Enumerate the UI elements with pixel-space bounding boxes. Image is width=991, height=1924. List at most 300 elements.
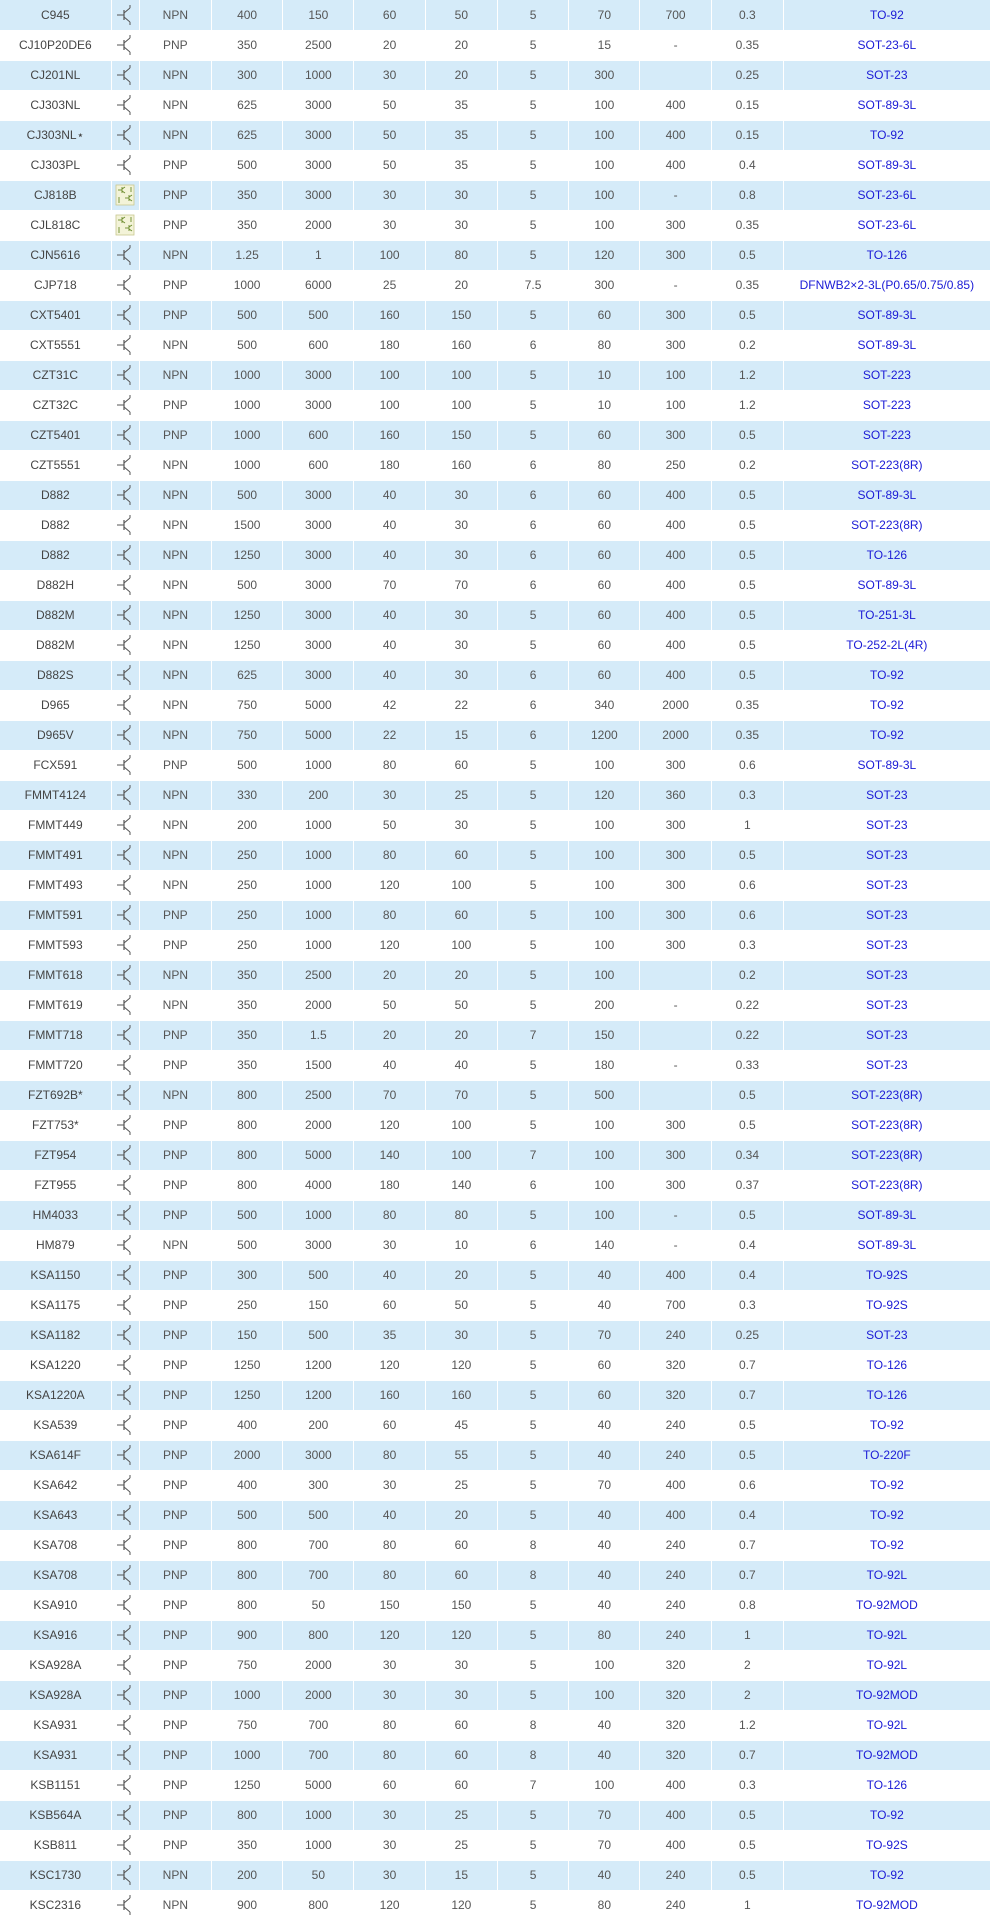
transistor-symbol-icon [115,364,135,386]
package-link[interactable]: TO-92MOD [855,1598,918,1612]
table-row [0,180,991,210]
polarity-cell: NPN [139,0,211,30]
vcbo-cell: 80 [354,840,426,870]
power-cell: 350 [211,1830,283,1860]
hfe-min-cell: 100 [569,1110,640,1140]
polarity-cell: PNP [139,1290,211,1320]
collector-current-cell: 500 [283,1320,354,1350]
transistor-symbol-icon [115,904,135,926]
package-link[interactable]: SOT-223(8R) [851,458,923,472]
hfe-max-cell: 400 [640,600,712,630]
vceo-cell: 35 [425,150,497,180]
symbol-cell [111,1710,139,1740]
hfe-min-cell: 40 [569,1560,640,1590]
vceo-cell: 80 [425,1200,497,1230]
collector-current-cell: 1000 [283,840,354,870]
vcbo-cell: 40 [354,1260,426,1290]
vcbo-cell: 60 [354,1410,426,1440]
vce-sat-cell: 0.7 [711,1560,783,1590]
part-number-cell: KSA708 [0,1560,111,1590]
polarity-cell: PNP [139,1740,211,1770]
part-number-cell: CXT5551 [0,330,111,360]
vebo-cell: 5 [497,90,569,120]
package-link[interactable]: TO-92 [869,1478,904,1492]
collector-current-cell: 2000 [283,1650,354,1680]
table-row [0,240,991,270]
package-link[interactable]: TO-92 [869,1538,904,1552]
package-link[interactable]: TO-92S [865,1268,908,1282]
table-row [0,1380,991,1410]
vceo-cell: 60 [425,1740,497,1770]
hfe-min-cell: 60 [569,1350,640,1380]
hfe-max-cell: 240 [640,1440,712,1470]
vebo-cell: 5 [497,1320,569,1350]
transistor-symbol-icon [115,694,135,716]
package-link[interactable]: TO-126 [866,1778,908,1792]
vebo-cell: 5 [497,1500,569,1530]
polarity-cell: NPN [139,960,211,990]
package-link[interactable]: SOT-223(8R) [851,1118,923,1132]
collector-current-cell: 700 [283,1530,354,1560]
vce-sat-cell: 0.35 [711,30,783,60]
vebo-cell: 8 [497,1710,569,1740]
package-cell [783,1080,990,1110]
vce-sat-cell: 0.5 [711,660,783,690]
package-link[interactable]: TO-92S [865,1298,908,1312]
vceo-cell: 160 [425,1380,497,1410]
symbol-cell [111,1740,139,1770]
power-cell: 625 [211,90,283,120]
package-cell [783,1770,990,1800]
vcbo-cell: 120 [354,1890,426,1920]
package-link[interactable]: TO-92MOD [855,1898,918,1912]
collector-current-cell: 5000 [283,720,354,750]
hfe-max-cell: 240 [640,1620,712,1650]
collector-current-cell: 600 [283,450,354,480]
package-link[interactable]: SOT-89-3L [857,578,917,592]
part-number-cell: HM4033 [0,1200,111,1230]
package-link[interactable]: TO-92L [866,1718,908,1732]
vcbo-cell: 50 [354,90,426,120]
hfe-max-cell: 320 [640,1650,712,1680]
hfe-min-cell: 60 [569,600,640,630]
package-cell [783,420,990,450]
vebo-cell: 6 [497,1230,569,1260]
symbol-cell [111,330,139,360]
package-link[interactable]: SOT-23-6L [857,188,917,202]
package-link[interactable]: TO-92 [869,698,904,712]
hfe-min-cell: 10 [569,390,640,420]
package-link[interactable]: TO-252-2L(4R) [846,638,928,652]
vceo-cell: 100 [425,1140,497,1170]
vcbo-cell: 80 [354,1560,426,1590]
package-link[interactable]: TO-92 [869,728,904,742]
hfe-max-cell: 300 [640,240,712,270]
vce-sat-cell: 0.8 [711,1590,783,1620]
package-link[interactable]: TO-92S [865,1838,908,1852]
table-row [0,840,991,870]
polarity-cell: NPN [139,780,211,810]
symbol-cell [111,1200,139,1230]
vcbo-cell: 25 [354,270,426,300]
symbol-cell [111,1530,139,1560]
vebo-cell: 5 [497,180,569,210]
transistor-symbol-icon [115,1864,135,1886]
collector-current-cell: 2500 [283,30,354,60]
collector-current-cell: 3000 [283,510,354,540]
transistor-symbol-icon [115,34,135,56]
package-link[interactable]: TO-220F [862,1448,911,1462]
hfe-max-cell: 300 [640,300,712,330]
transistor-symbol-icon [115,1654,135,1676]
hfe-min-cell: 40 [569,1260,640,1290]
polarity-cell: PNP [139,1350,211,1380]
vce-sat-cell: 0.5 [711,1410,783,1440]
table-row [0,660,991,690]
collector-current-cell: 1000 [283,900,354,930]
package-link[interactable]: TO-126 [866,1388,908,1402]
power-cell: 750 [211,1710,283,1740]
part-number-cell: CZT5401 [0,420,111,450]
vebo-cell: 8 [497,1560,569,1590]
vcbo-cell: 60 [354,0,426,30]
table-row [0,960,991,990]
package-link[interactable]: SOT-223 [862,398,911,412]
vceo-cell: 120 [425,1890,497,1920]
vcbo-cell: 100 [354,240,426,270]
transistor-symbol-icon [115,1594,135,1616]
hfe-min-cell: 60 [569,480,640,510]
package-link[interactable]: SOT-23 [866,788,908,802]
symbol-cell [111,180,139,210]
power-cell: 1250 [211,600,283,630]
vceo-cell: 60 [425,1770,497,1800]
vebo-cell: 5 [497,900,569,930]
vebo-cell: 6 [497,1170,569,1200]
power-cell: 1.25 [211,240,283,270]
vce-sat-cell: 0.5 [711,840,783,870]
polarity-cell: NPN [139,870,211,900]
table-row [0,120,991,150]
vce-sat-cell: 0.4 [711,1500,783,1530]
package-link[interactable]: SOT-89-3L [857,98,917,112]
package-link[interactable]: SOT-23 [866,938,908,952]
table-row [0,1680,991,1710]
package-link[interactable]: SOT-223 [862,368,911,382]
package-cell [783,1380,990,1410]
power-cell: 350 [211,1020,283,1050]
package-link[interactable]: SOT-89-3L [857,488,917,502]
polarity-cell: NPN [139,630,211,660]
hfe-max-cell: - [640,270,712,300]
vcbo-cell: 120 [354,1620,426,1650]
vceo-cell: 55 [425,1440,497,1470]
power-cell: 250 [211,1290,283,1320]
power-cell: 1500 [211,510,283,540]
table-row [0,570,991,600]
vebo-cell: 6 [497,540,569,570]
vcbo-cell: 40 [354,660,426,690]
symbol-cell [111,1020,139,1050]
transistor-symbol-icon [115,424,135,446]
vce-sat-cell: 0.5 [711,1110,783,1140]
vce-sat-cell: 1.2 [711,360,783,390]
polarity-cell: PNP [139,930,211,960]
package-link[interactable]: SOT-223(8R) [851,1148,923,1162]
table-row [0,1500,991,1530]
vceo-cell: 25 [425,780,497,810]
package-link[interactable]: SOT-23 [866,908,908,922]
collector-current-cell: 3000 [283,600,354,630]
power-cell: 1000 [211,270,283,300]
hfe-max-cell [640,960,712,990]
polarity-cell: NPN [139,360,211,390]
transistor-symbol-icon [115,724,135,746]
power-cell: 750 [211,690,283,720]
symbol-cell [111,1890,139,1920]
vceo-cell: 30 [425,180,497,210]
hfe-max-cell: 320 [640,1710,712,1740]
package-link[interactable]: SOT-23 [866,818,908,832]
package-link[interactable]: SOT-89-3L [857,1238,917,1252]
package-link[interactable]: TO-92 [869,7,904,22]
part-number-cell: KSA1150 [0,1260,111,1290]
package-link[interactable]: SOT-23-6L [857,38,917,52]
power-cell: 500 [211,1230,283,1260]
collector-current-cell: 3000 [283,570,354,600]
vcbo-cell: 35 [354,1320,426,1350]
hfe-min-cell: 100 [569,150,640,180]
collector-current-cell: 800 [283,1620,354,1650]
power-cell: 350 [211,960,283,990]
package-cell [783,1350,990,1380]
hfe-max-cell: 2000 [640,720,712,750]
package-link[interactable]: TO-251-3L [857,608,916,622]
package-cell [783,1020,990,1050]
package-cell [783,1500,990,1530]
collector-current-cell: 2000 [283,990,354,1020]
package-link[interactable]: SOT-89-3L [857,758,917,772]
package-link[interactable]: TO-126 [866,1358,908,1372]
transistor-symbol-icon [115,1774,135,1796]
vcbo-cell: 100 [354,390,426,420]
collector-current-cell: 50 [283,1590,354,1620]
part-number-cell: KSB811 [0,1830,111,1860]
table-row [0,1710,991,1740]
package-link[interactable]: SOT-23 [866,848,908,862]
collector-current-cell: 2000 [283,210,354,240]
vebo-cell: 5 [497,1260,569,1290]
table-row [0,540,991,570]
symbol-cell [111,810,139,840]
package-link[interactable]: TO-92MOD [855,1748,918,1762]
dual-transistor-symbol-icon [115,184,135,206]
symbol-cell [111,540,139,570]
vce-sat-cell: 1.2 [711,390,783,420]
hfe-min-cell: 70 [569,1320,640,1350]
polarity-cell: NPN [139,660,211,690]
collector-current-cell: 1000 [283,870,354,900]
vcbo-cell: 40 [354,540,426,570]
collector-current-cell: 2000 [283,1680,354,1710]
package-link[interactable]: TO-92L [866,1628,908,1642]
symbol-cell [111,1290,139,1320]
power-cell: 1000 [211,1740,283,1770]
vcbo-cell: 30 [354,1650,426,1680]
part-number-cell: CJN5616 [0,240,111,270]
power-cell: 500 [211,480,283,510]
vceo-cell: 20 [425,1500,497,1530]
vceo-cell: 25 [425,1800,497,1830]
package-link[interactable]: SOT-23 [866,998,908,1012]
package-cell [783,570,990,600]
polarity-cell: PNP [139,750,211,780]
vebo-cell: 5 [497,120,569,150]
vcbo-cell: 180 [354,330,426,360]
polarity-cell: PNP [139,1380,211,1410]
hfe-max-cell: 240 [640,1410,712,1440]
package-link[interactable]: TO-126 [866,548,908,562]
symbol-cell [111,1320,139,1350]
package-cell [783,1230,990,1260]
package-link[interactable]: TO-92 [869,1868,904,1882]
polarity-cell: PNP [139,1170,211,1200]
table-row [0,900,991,930]
vcbo-cell: 20 [354,960,426,990]
hfe-max-cell: 400 [640,480,712,510]
power-cell: 800 [211,1560,283,1590]
package-link[interactable]: SOT-23 [866,1328,908,1342]
vceo-cell: 30 [425,660,497,690]
vceo-cell: 150 [425,420,497,450]
part-number-cell: KSA614F [0,1440,111,1470]
transistor-symbol-icon [115,1474,135,1496]
package-cell [783,480,990,510]
vebo-cell: 8 [497,1740,569,1770]
package-link[interactable]: SOT-23 [866,68,908,82]
transistor-symbol-icon [115,1204,135,1226]
table-row [0,0,991,30]
package-link[interactable]: TO-92L [866,1568,908,1582]
power-cell: 1250 [211,1770,283,1800]
part-number-cell: D882M [0,600,111,630]
vebo-cell: 5 [497,780,569,810]
part-number-cell: CJ10P20DE6 [0,30,111,60]
vebo-cell: 5 [497,60,569,90]
transistor-symbol-icon [115,1834,135,1856]
package-link[interactable]: TO-92 [869,128,904,142]
symbol-cell [111,1230,139,1260]
package-link[interactable]: SOT-223(8R) [851,518,923,532]
package-link[interactable]: SOT-223(8R) [851,1088,923,1102]
package-link[interactable]: SOT-223(8R) [851,1178,923,1192]
power-cell: 250 [211,840,283,870]
power-cell: 350 [211,210,283,240]
package-link[interactable]: SOT-23 [866,968,908,982]
package-cell [783,1530,990,1560]
part-number-cell: D965 [0,690,111,720]
package-cell [783,60,990,90]
transistor-symbol-icon [115,304,135,326]
table-row [0,1590,991,1620]
polarity-cell: NPN [139,90,211,120]
part-number-cell: FZT692B* [0,1080,111,1110]
part-number-cell: KSA642 [0,1470,111,1500]
vceo-cell: 10 [425,1230,497,1260]
package-link[interactable]: SOT-89-3L [857,338,917,352]
vcbo-cell: 120 [354,930,426,960]
package-link[interactable]: SOT-23 [866,1058,908,1072]
vceo-cell: 30 [425,1650,497,1680]
package-link[interactable]: TO-126 [866,248,908,262]
part-number-cell: KSA1220 [0,1350,111,1380]
vebo-cell: 5 [497,420,569,450]
hfe-max-cell: - [640,180,712,210]
vcbo-cell: 150 [354,1590,426,1620]
transistor-symbol-icon [115,1564,135,1586]
table-row [0,720,991,750]
package-link[interactable]: SOT-89-3L [857,158,917,172]
package-link[interactable]: SOT-23 [866,1028,908,1042]
vce-sat-cell: 0.15 [711,120,783,150]
package-link[interactable]: TO-92MOD [855,1688,918,1702]
symbol-cell [111,30,139,60]
package-link[interactable]: SOT-89-3L [857,1208,917,1222]
symbol-cell [111,1140,139,1170]
vceo-cell: 30 [425,480,497,510]
package-link[interactable]: TO-92L [866,1658,908,1672]
package-link[interactable]: SOT-23 [866,878,908,892]
polarity-cell: PNP [139,1560,211,1590]
package-link[interactable]: TO-92 [869,1508,904,1522]
package-link[interactable]: DFNWB2×2-3L(P0.65/0.75/0.85) [799,278,975,292]
polarity-cell: PNP [139,390,211,420]
symbol-cell [111,1080,139,1110]
vcbo-cell: 20 [354,30,426,60]
vebo-cell: 6 [497,510,569,540]
hfe-min-cell: 150 [569,1020,640,1050]
package-link[interactable]: SOT-223 [862,428,911,442]
power-cell: 750 [211,720,283,750]
hfe-min-cell: 80 [569,330,640,360]
vcbo-cell: 70 [354,570,426,600]
vebo-cell: 6 [497,690,569,720]
symbol-cell [111,990,139,1020]
collector-current-cell: 500 [283,1260,354,1290]
hfe-max-cell: 2000 [640,690,712,720]
power-cell: 250 [211,900,283,930]
transistor-symbol-icon [115,874,135,896]
package-cell [783,840,990,870]
vceo-cell: 20 [425,1020,497,1050]
package-link[interactable]: TO-92 [869,1418,904,1432]
vce-sat-cell: 0.5 [711,1830,783,1860]
vcbo-cell: 42 [354,690,426,720]
package-link[interactable]: TO-92 [869,1808,904,1822]
vceo-cell: 25 [425,1830,497,1860]
vce-sat-cell: 0.33 [711,1050,783,1080]
collector-current-cell: 2000 [283,1110,354,1140]
package-link[interactable]: SOT-23-6L [857,218,917,232]
package-link[interactable]: SOT-89-3L [857,308,917,322]
table-row [0,810,991,840]
polarity-cell: PNP [139,1590,211,1620]
symbol-cell [111,150,139,180]
package-link[interactable]: TO-92 [869,668,904,682]
vcbo-cell: 30 [354,1470,426,1500]
vceo-cell: 100 [425,930,497,960]
part-number-cell: FMMT491 [0,840,111,870]
